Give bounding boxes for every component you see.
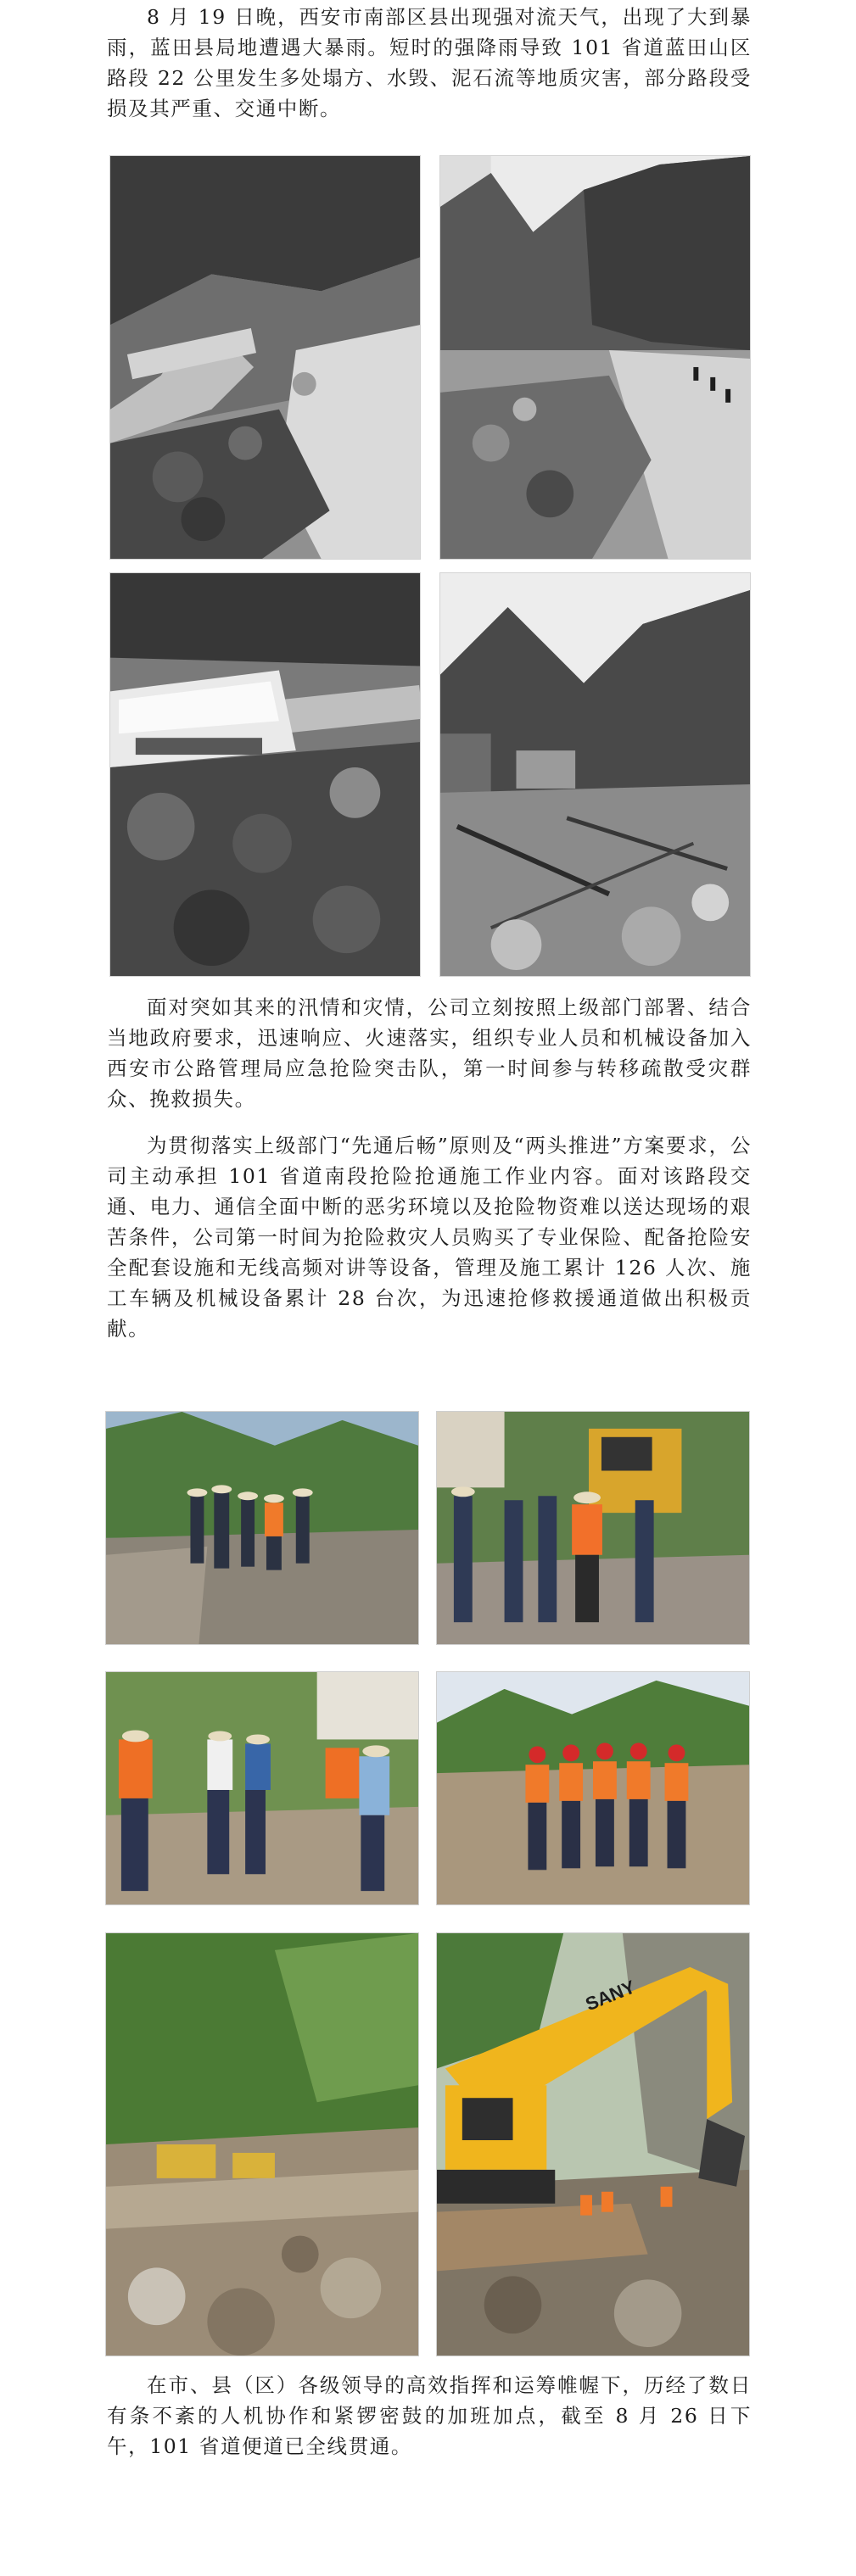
photo-workers-red-helmets <box>436 1671 750 1905</box>
photo-excavation-site-aerial <box>105 1932 419 2356</box>
excavator-brand-label: SANY <box>582 1976 639 2016</box>
paragraph-conclusion: 在市、县（区）各级领导的高效指挥和运筹帷幄下，历经了数日有条不紊的人机协作和紧锣密鼓的加班加点，截至 8 月 26 日下午，101 省道便道已全线贯通。 <box>107 2373 752 2458</box>
photo-sany-excavator <box>436 1932 750 2356</box>
photo-team-with-loader <box>436 1411 750 1645</box>
photo-debris-valley <box>439 572 751 977</box>
paragraph-response: 面对突如其来的汛情和灾情，公司立刻按照上级部门部署、结合当地政府要求，迅速响应、火速落实，组织专业人员和机械设备加入西安市公路管理局应急抢险突击队，第一时间参与转移疏散受灾群众、挽救损失。 <box>107 995 752 1111</box>
photo-officials-orange-vests <box>105 1671 419 1905</box>
photo-buried-car <box>109 572 421 977</box>
paragraph-intro: 8 月 19 日晚，西安市南部区县出现强对流天气，出现了大到暴雨，蓝田县局地遭遇大暴雨。短时的强降雨导致 101 省道蓝田山区路段 22 公里发生多处塌方、水毁、泥石流等地质灾害，部分路段受损及其严重、交通中断。 <box>107 5 752 120</box>
paragraph-actions: 为贯彻落实上级部门“先通后畅”原则及“两头推进”方案要求，公司主动承担 101 省道南段抢险抢通施工作业内容。面对该路段交通、电力、通信全面中断的恶劣环境以及抢险物资难以送达现场的艰苦条件，公司第一时间为抢险救灾人员购买了专业保险、配备抢险安全配套设施和无线高频对讲等设备，管理及施工累计 126 人次、施工车辆及机械设备累计 28 台次，为迅速抢修救援通道做出积极贡献。 <box>107 1134 752 1341</box>
photo-collapsed-roadside <box>109 155 421 560</box>
photo-officials-on-road <box>105 1411 419 1645</box>
photo-damaged-mountain-road <box>439 155 751 560</box>
